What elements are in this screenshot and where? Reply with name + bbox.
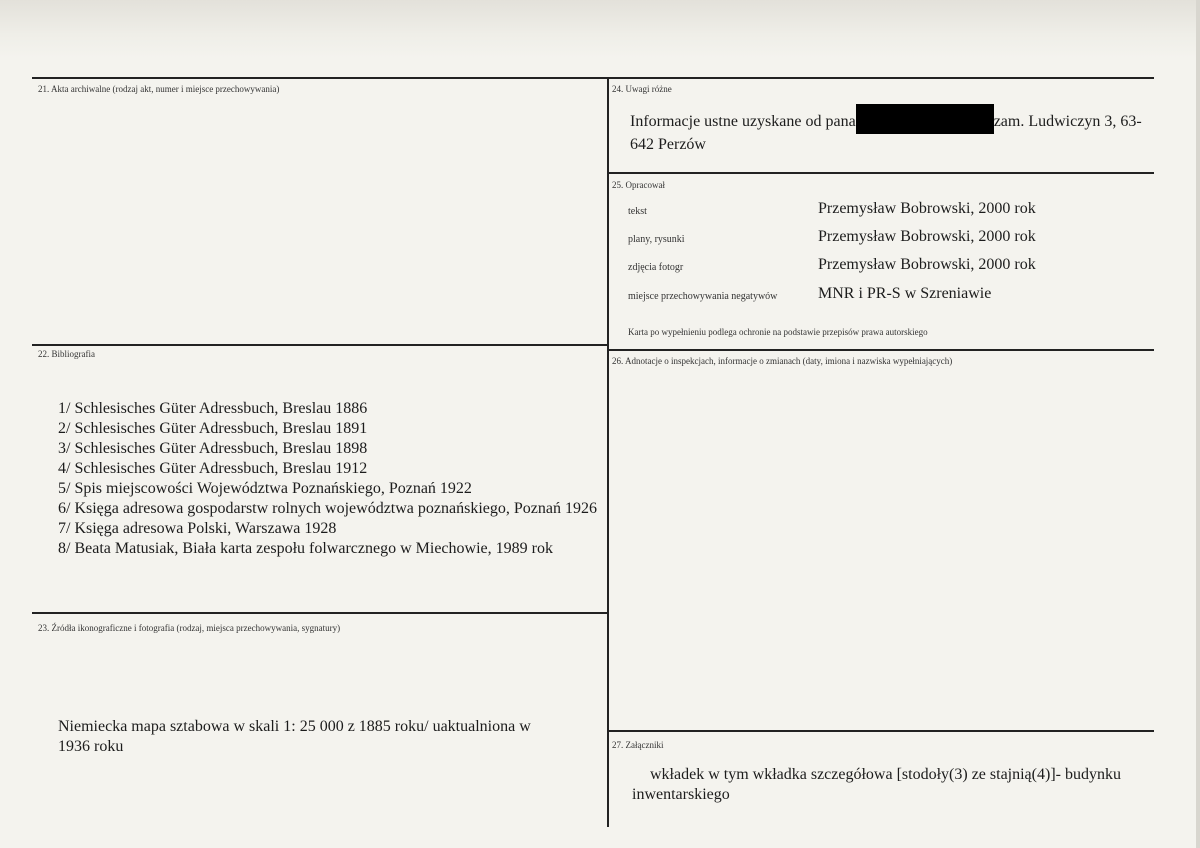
bibliography-item: 3/ Schlesisches Güter Adressbuch, Breslau 1898	[58, 440, 368, 457]
credit-value-photos: Przemysław Bobrowski, 2000 rok	[818, 256, 1036, 273]
bibliography-item: 4/ Schlesisches Güter Adressbuch, Breslau 1912	[58, 460, 368, 477]
scan-right-edge	[1196, 0, 1200, 848]
section-24-text	[630, 104, 1150, 156]
divider-25-26	[608, 349, 1154, 351]
center-divider-line	[607, 77, 609, 827]
section-23-text: Niemiecka mapa sztabowa w skali 1: 25 000 z 1885 roku/ uaktualniona w 1936 roku	[58, 718, 531, 755]
credit-value-negatives: MNR i PR-S w Szreniawie	[818, 285, 992, 302]
section-27-text: wkładek w tym wkładka szczegółowa [stodoły(3) ze stajnią(4)]- budynku inwentarskiego	[632, 766, 1121, 803]
divider-21-22	[32, 344, 608, 346]
bibliography-item: 6/ Księga adresowa gospodarstw rolnych województwa poznańskiego, Poznań 1926	[58, 500, 597, 517]
bibliography-item: 2/ Schlesisches Güter Adressbuch, Breslau 1891	[58, 420, 368, 437]
section-25-label: 25. Opracował	[612, 180, 665, 190]
section-23-label: 23. Źródła ikonograficzne i fotografia (rodzaj, miejsca przechowywania, sygnatury)	[38, 623, 341, 633]
bibliography-list	[58, 399, 598, 559]
credit-value-text: Przemysław Bobrowski, 2000 rok	[818, 200, 1036, 217]
bibliography-item: 8/ Beata Matusiak, Biała karta zespołu folwarcznego w Miechowie, 1989 rok	[58, 540, 553, 557]
credit-value-drawings: Przemysław Bobrowski, 2000 rok	[818, 228, 1036, 245]
divider-24-25	[608, 172, 1154, 174]
credit-label-negatives: miejsce przechowywania negatywów	[628, 291, 778, 302]
section-27-label: 27. Załączniki	[612, 740, 664, 750]
bibliography-item: 7/ Księga adresowa Polski, Warszawa 1928	[58, 520, 337, 537]
copyright-note: Karta po wypełnieniu podlega ochronie na podstawie przepisów prawa autorskiego	[628, 327, 928, 337]
credit-label-photos: zdjęcia fotogr	[628, 262, 684, 273]
section-21-label: 21. Akta archiwalne (rodzaj akt, numer i miejsce przechowywania)	[38, 84, 280, 94]
section-22-label: 22. Bibliografia	[38, 349, 95, 359]
credit-label-text: tekst	[628, 206, 647, 217]
bibliography-item: 1/ Schlesisches Güter Adressbuch, Breslau 1886	[58, 400, 368, 417]
section-26-label: 26. Adnotacje o inspekcjach, informacje o zmianach (daty, imiona i nazwiska wypełniających)	[612, 356, 953, 366]
scan-top-margin	[0, 0, 1200, 58]
section-24-text-before: Informacje ustne uzyskane od pana	[630, 113, 856, 130]
divider-26-27	[608, 730, 1154, 732]
credit-label-drawings: plany, rysunki	[628, 234, 685, 245]
bibliography-item: 5/ Spis miejscowości Województwa Poznańskiego, Poznań 1922	[58, 480, 472, 497]
top-border-line	[32, 77, 1154, 79]
redaction-block	[856, 104, 994, 134]
section-24-text-after: zam. Ludwiczyn 3, 63-642 Perzów	[630, 113, 1142, 153]
divider-22-23	[32, 612, 608, 614]
section-24-label: 24. Uwagi różne	[612, 84, 672, 94]
